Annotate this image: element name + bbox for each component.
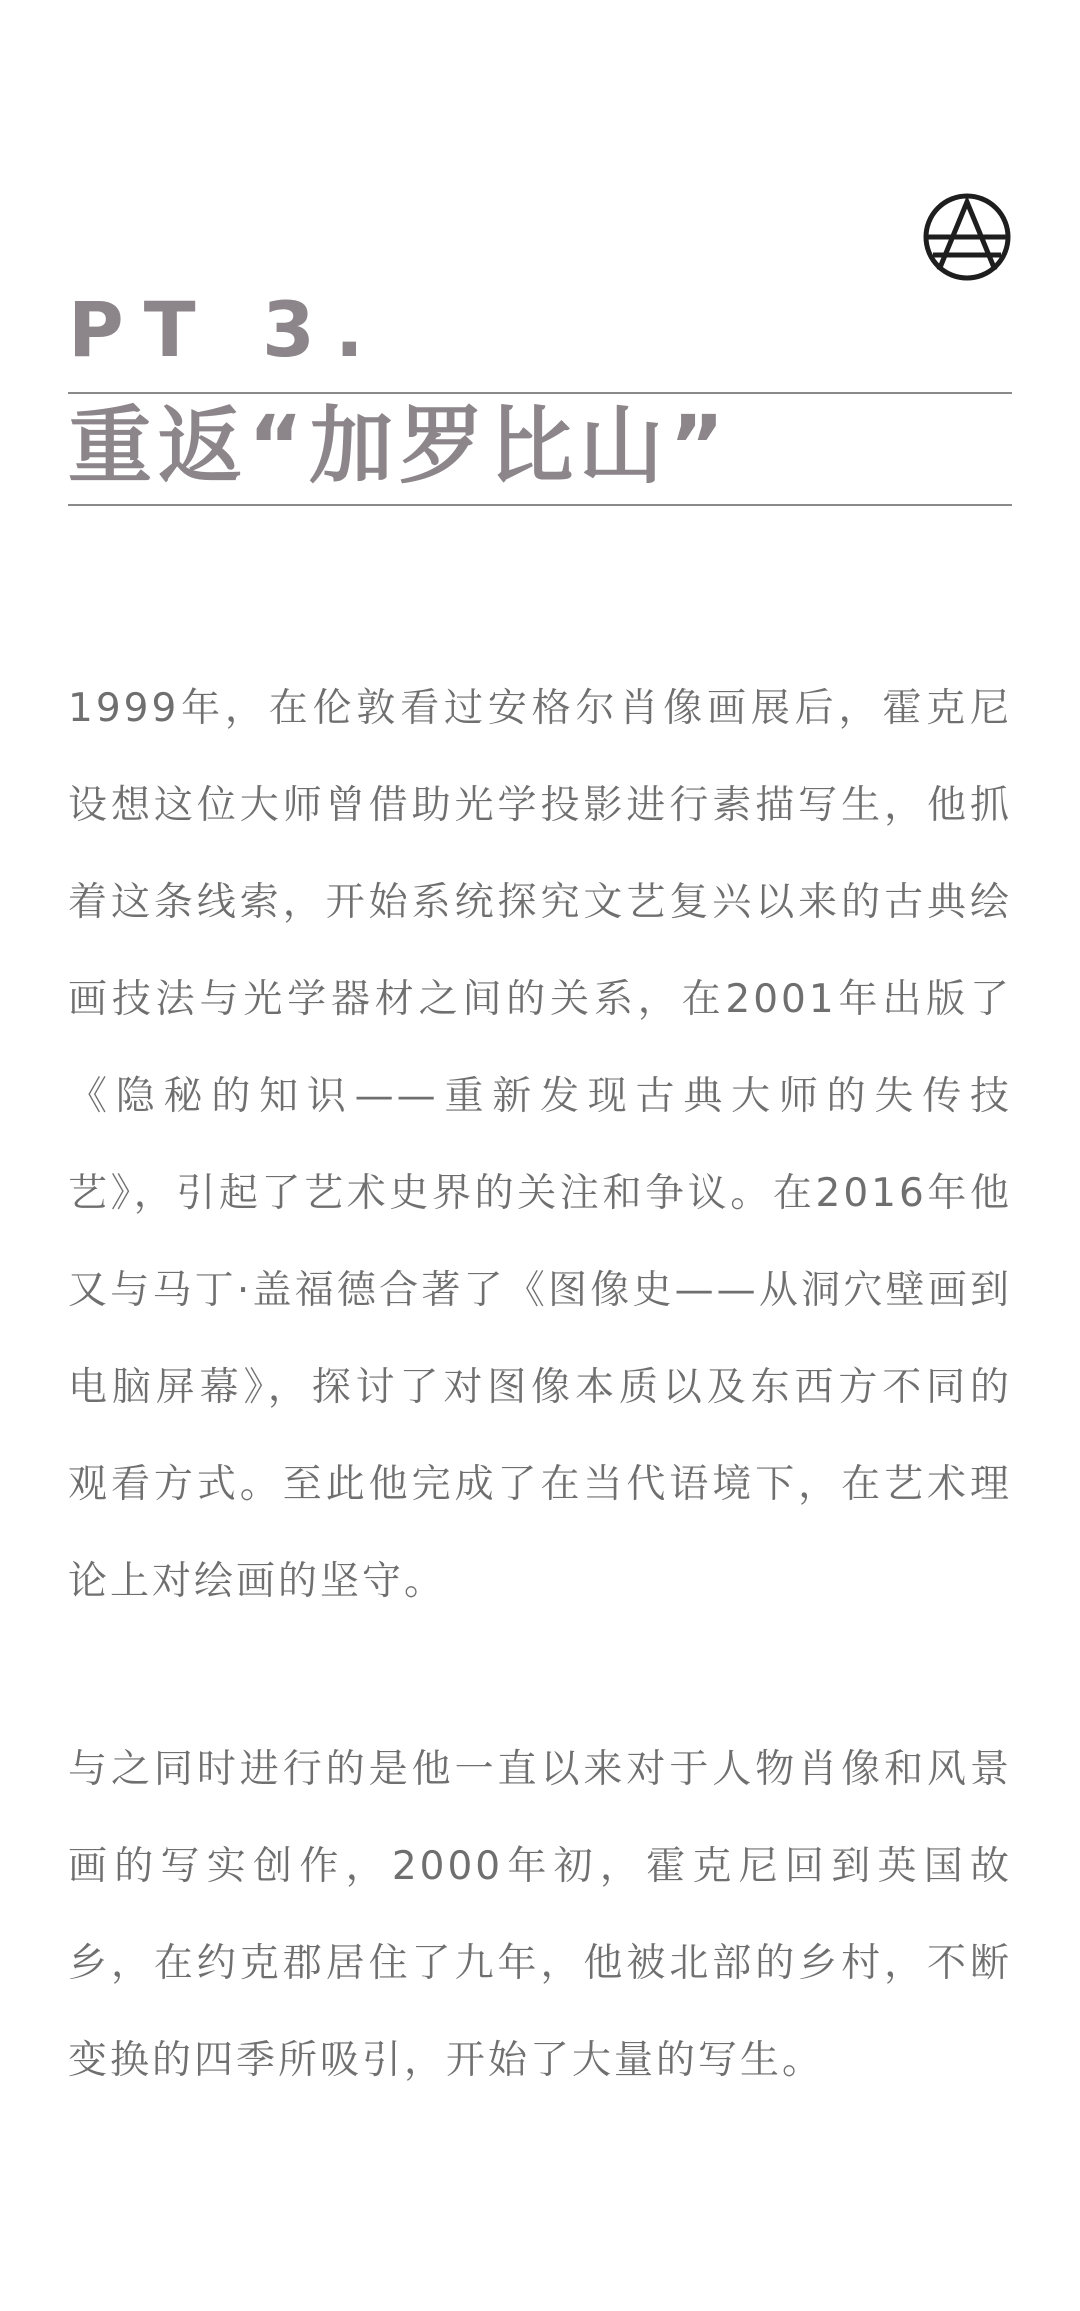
part-label: PT 3. <box>68 285 384 374</box>
title-divider-top <box>68 392 1012 394</box>
title-divider-bottom <box>68 504 1012 506</box>
article-body <box>68 660 1012 2109</box>
paragraph-2: 与之同时进行的是他一直以来对于人物肖像和风景画的写实创作，2000年初，霍克尼回到英国故乡，在约克郡居住了九年，他被北部的乡村，不断变换的四季所吸引，开始了大量的写生。 <box>68 1747 1012 2083</box>
paragraph-1: 1999年，在伦敦看过安格尔肖像画展后，霍克尼设想这位大师曾借助光学投影进行素描写生，他抓着这条线索，开始系统探究文艺复兴以来的古典绘画技法与光学器材之间的关系，在2001年出版了《隐秘的知识——重新发现古典大师的失传技艺》，引起了艺术史界的关注和争议。在2016年他又与马丁·盖福德合著了《图像史——从洞穴壁画到电脑屏幕》，探讨了对图像本质以及东西方不同的观看方式。至此他完成了在当代语境下，在艺术理论上对绘画的坚守。 <box>68 686 1012 1604</box>
circle-a-logo-icon <box>922 192 1012 282</box>
section-title: 重返“加罗比山” <box>68 397 731 495</box>
